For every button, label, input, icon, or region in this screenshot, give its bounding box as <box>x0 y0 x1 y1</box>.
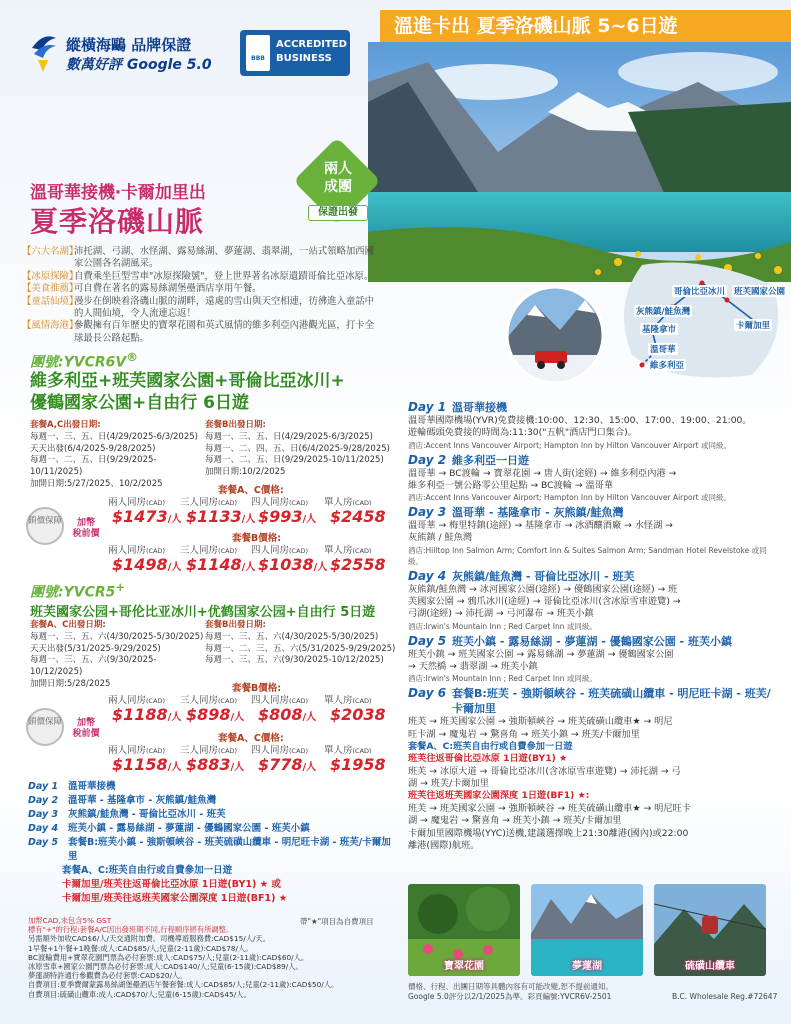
day-line: → 天然橋 → 翡翠湖 → 班芙小鎮 <box>408 660 538 672</box>
price-col-label: 單人房(CAD) <box>324 695 372 706</box>
short-day-item: Day 4 班芙小鎮 - 露易絲湖 - 夢蓮湖 - 優鶴國家公園 - 班芙小鎮 <box>28 823 310 834</box>
date-line: 加開日期:5/28/2025 <box>30 678 111 689</box>
day-title: 套餐B:班芙 - 強斯頓峽谷 - 班芙硫磺山纜車 - 明尼旺卡湖 - 班芙/卡爾加里 <box>452 687 771 716</box>
tour1-ac-dates <box>30 420 205 491</box>
hotel-line: 酒店:Accent Inns Vancouver Airport; Hampton Inn by Hilton Vancouver Airport 或同級。 <box>408 440 732 450</box>
cad-pretax-note <box>68 518 104 540</box>
price-col-label: 兩人同房(CAD) <box>108 695 166 706</box>
map-label: 哥倫比亞冰川 <box>674 287 726 297</box>
hotel-line: 酒店:Irwin's Mountain Inn ; Red Carpet Inn 或同級。 <box>408 621 597 631</box>
two-person-badge <box>311 160 365 196</box>
dates-heading: 套餐B出發日期: <box>205 420 266 430</box>
tour2-code-mark: + <box>115 580 126 594</box>
day-line: 遊輪碼頭免費接的時間為:11:30("五帆"酒店門口集合)。 <box>408 427 637 439</box>
feature-item <box>22 283 374 295</box>
moraine-lake-photo <box>531 884 643 976</box>
footer-line: 價格、行程、出團日期等具體內容有可能改變,恕不提前通知。 <box>408 982 613 991</box>
day-line: 湖 → 魔鬼岩 → 驚喜角 → 班芙小鎮 → 班芙/卡爾加里 <box>408 815 622 827</box>
price-value: $808/人 <box>258 705 317 724</box>
price-value: $883/人 <box>186 755 245 774</box>
date-line: 每週一、三、五、六(9/30/2025-10/12/2025) <box>205 655 384 666</box>
price-col-label: 三人同房(CAD) <box>180 695 238 706</box>
feature-list <box>22 246 374 345</box>
day-title: 維多利亞一日遊 <box>452 453 530 467</box>
feature-item <box>22 296 374 321</box>
map-label: 灰熊鎮/鮭魚灣 <box>636 307 691 317</box>
price-value: $2458 <box>330 507 386 526</box>
feature-item <box>22 271 374 283</box>
day-number: Day 6 <box>408 686 447 701</box>
addon-line: 稅前價 <box>72 529 100 539</box>
date-line: 加開日期:5/27/2025、10/2/2025 <box>30 478 163 489</box>
note-line: 自費項目:硫磺山纜車:成人:CAD$70/人;兒童(6-15歲):CAD$45/人。 <box>28 989 251 999</box>
tour1-code-mark: ® <box>126 350 138 364</box>
price-value: $1958 <box>330 755 386 774</box>
price-col-label: 單人房(CAD) <box>324 745 372 756</box>
day-line: 卡爾加里國際機場(YYC)送機,建議選擇晚上21:30離港(國內)或22:00 <box>408 827 689 839</box>
price-col-label: 四人同房(CAD) <box>251 545 309 556</box>
price-col-label: 三人同房(CAD) <box>180 545 238 556</box>
day-number: Day 1 <box>408 400 447 414</box>
note-line: 標有"+"的行程:套餐A/C因出發班期不同,行程順序將有所調整。 <box>28 925 234 935</box>
price-col-label: 三人同房(CAD) <box>180 745 238 756</box>
date-line: 每週一、三、五、六(4/30/2025-5/30/2025) <box>205 631 379 642</box>
day-line: 溫哥華 → 梅里特鎮(途經) → 基隆拿市 → 冰酒釀酒廠 → 水怪湖 → <box>408 520 673 532</box>
note-line: 1早餐+1午餐+1晚餐:成人:CAD$85/人;兒童(2-11歲):CAD$78/人。 <box>28 943 253 953</box>
short-day5-option: 卡爾加里/班芙往返班芙國家公園深度 1日遊(BF1) ★ <box>62 893 288 904</box>
map-label: 基隆拿市 <box>642 325 677 335</box>
map-label: 維多利亞 <box>650 361 685 371</box>
price-lock-seal-icon: 鎖價保障 <box>26 708 64 746</box>
price-col-label: 兩人同房(CAD) <box>108 497 166 508</box>
note-line: 夢蓮湖特許通行參觀費為必付套票:CAD$20/人。 <box>28 971 187 981</box>
map-label: 卡爾加里 <box>736 321 771 331</box>
day-title: 灰熊鎮/鮭魚灣 - 哥倫比亞冰川 - 班芙 <box>452 569 635 583</box>
brand-line-1: 縱橫海鷗 品牌保證 <box>66 36 192 54</box>
date-line: 每週一、三、五、六(9/30/2025-10/12/2025) <box>30 655 157 678</box>
itinerary-day <box>408 686 776 852</box>
page-title: 夏季洛磯山脈 <box>30 205 205 238</box>
feature-key: 【美食推薦】 <box>22 283 79 295</box>
feature-text: 沛托湖、弓湖、水怪湖、露易絲湖、夢蓮湖、翡翠湖，一站式領略加西國家公園各名湖風采。 <box>74 246 375 270</box>
map-label: 溫哥華 <box>650 345 676 355</box>
day-number: Day 3 <box>408 505 447 520</box>
badge-line-1: 兩人 <box>324 161 352 177</box>
date-line: 每週一、三、五、日(4/29/2025-6/3/2025) <box>30 431 198 442</box>
day6-ac-heading: 套餐A、C:班芙自由行或自費參加一日遊 <box>408 740 573 752</box>
short-day-item: Day 2 溫哥華 - 基隆拿市 - 灰熊鎮/鮭魚灣 <box>28 795 217 806</box>
short-day-item: Day 5 套餐B:班芙小鎮 - 強斯頓峽谷 - 班芙硫磺山纜車 - 明尼旺卡湖 - 班芙/卡爾加里 <box>28 837 391 862</box>
hotel-line: 酒店:Accent Inns Vancouver Airport; Hampton Inn by Hilton Vancouver Airport 或同級。 <box>408 493 732 503</box>
price-col-label: 三人同房(CAD) <box>180 497 238 508</box>
date-line: 每週一、二、五、日(9/29/2025-10/11/2025) <box>30 455 157 478</box>
date-line: 天天出發(6/4/2025-9/28/2025) <box>30 443 156 454</box>
note-line: BC渡輪費用+寶翠花園門票為必付套票:成人:CAD$75/人;兒童(2-11歲):CAD$60/人。 <box>28 952 309 962</box>
hotel-line: 酒店:Hilltop Inn Salmon Arm; Comfort Inn & Suites Salmon Arm; Sandman Hotel Revelstoke 或同級。 <box>408 545 767 566</box>
badge-line-2: 成團 <box>324 179 352 195</box>
day-line: 芙國家公園 → 鴉爪冰川(途經) → 哥倫比亞冰川(含冰原雪車遊覽) → <box>408 596 681 608</box>
gondola-photo <box>654 884 766 976</box>
tour2-day-list <box>28 780 398 906</box>
guaranteed-departure-badge: 保證出發 <box>308 205 368 221</box>
tour1-b-dates <box>205 420 405 479</box>
itinerary-day <box>408 400 776 451</box>
day6-by1-heading: 班芙往返哥倫比亞冰原 1日遊(BY1) ★ <box>408 753 568 765</box>
short-day5-ac: 套餐A、C:班芙自由行或自費參加一日遊 <box>62 865 233 876</box>
route-map <box>502 255 791 385</box>
day-line: 維多利亞一號公路零公里起點 → BC渡輪 → 溫哥華 <box>408 479 614 491</box>
feature-item <box>22 320 374 345</box>
tour1-code <box>30 350 138 372</box>
day6-bf1-heading: 班芙往返班芙國家公園深度 1日遊(BF1) ★: <box>408 790 590 802</box>
day-line: 溫哥華 → BC渡輪 → 寶翠花園 → 唐人街(途經) → 維多利亞內港 → <box>408 467 677 479</box>
brand-line-2: 數萬好評 Google 5.0 <box>66 57 212 73</box>
price-value: $898/人 <box>186 705 245 724</box>
day-line: 溫哥華國際機場(YVR)免費接機:10:00、12:30、15:00、17:00、19:00、21:00。 <box>408 415 752 426</box>
price-col-label: 單人房(CAD) <box>324 497 372 508</box>
note-line: 加幣CAD,未包含5% GST <box>28 916 112 925</box>
tour2-price-ac-heading: 套餐A、C價格: <box>218 733 284 744</box>
lake-louise-photo <box>368 42 791 282</box>
bbb-line-2: BUSINESS <box>276 53 332 64</box>
day-line: 班芙 → 班芙國家公園 → 強斯頓峽谷 → 班芙硫磺山纜車★ → 明尼 <box>408 716 673 728</box>
day-number: Day 2 <box>408 452 447 467</box>
itinerary-day <box>408 569 776 632</box>
price-value: $1148/人 <box>186 555 256 574</box>
day-line: 弓湖(途經) → 沛托湖 → 弓河瀑布 → 班芙小鎮 <box>408 608 594 620</box>
feature-key: 【六大名湖】 <box>22 246 79 257</box>
tour2-b-dates <box>205 620 405 667</box>
day-line: 灰熊鎮/鮭魚灣 → 冰河國家公園(途經) → 優鶴國家公園(途經) → 班 <box>408 583 678 595</box>
day-number: Day 4 <box>408 568 447 583</box>
itinerary-day <box>408 634 776 685</box>
date-line: 每週一、三、五、六(4/30/2025-5/30/2025) <box>30 631 204 642</box>
feature-text: 可自費在著名的露易絲湖堡壘酒店享用午餐。 <box>74 283 262 295</box>
addon-line: 加幣 <box>76 518 95 528</box>
date-line: 每週一、二、三、五、六(5/31/2025-9/29/2025) <box>205 643 396 654</box>
feature-key: 【童話仙境】 <box>22 295 79 307</box>
thumb-caption: 硫磺山纜車 <box>685 961 735 972</box>
feature-text: 漫步在倒映着洛磯山脈的湖畔，遠處的雪山與天空相連，彷彿進入童話中的人間仙境，令人流連忘返！ <box>74 295 375 320</box>
dates-heading: 套餐A、C出發日期: <box>30 620 106 630</box>
tour2-price-b-heading: 套餐B價格: <box>232 683 282 694</box>
date-line: 每週一、三、五、日(4/29/2025-6/3/2025) <box>205 431 373 442</box>
feature-key: 【風情海港】 <box>22 320 79 332</box>
tour2-code-text: 團號:YVCR5 <box>30 584 116 601</box>
footer-notes <box>408 982 613 1002</box>
price-value: $1038/人 <box>258 555 328 574</box>
hotel-line: 酒店:Irwin's Mountain Inn ; Red Carpet Inn 或同級。 <box>408 674 597 684</box>
price-value: $2558 <box>330 555 386 574</box>
note-line: 自費項目:夏季費爾蒙露易絲湖堡壘酒店午餐套餐:成人:CAD$85/人;兒童(2-11歲):CAD$50/人。 <box>28 980 339 990</box>
dates-heading: 套餐A,C出發日期: <box>30 420 101 430</box>
date-line: 加開日期:10/2/2025 <box>205 467 286 478</box>
addon-line: 加幣 <box>76 718 95 728</box>
day-line: 班芙 → 冰原大道 → 哥倫比亞冰川(含冰原雪車遊覽) → 沛托湖 → 弓 <box>408 765 681 777</box>
day-title: 溫哥華接機 <box>452 401 508 414</box>
price-value: $1473/人 <box>112 507 182 526</box>
feature-text: 參觀擁有百年歷史的寶翠花園和英式風情的維多利亞內港觀光區，打卡全球最長公路起點。 <box>74 320 375 344</box>
day-title: 班芙小鎮 - 露易絲湖 - 夢蓮湖 - 優鶴國家公園 - 班芙小鎮 <box>452 634 732 648</box>
price-notes <box>28 916 398 999</box>
page-header-title: 溫進卡出 夏季洛磯山脈 5~6日遊 <box>380 10 791 42</box>
note-line: 另需額外加收CAD$6/人/天交通附加費。司機導遊服務費:CAD$15/人/天。 <box>28 934 271 944</box>
itinerary-day <box>408 453 776 504</box>
day-line: 離港(國際)航班。 <box>408 839 480 851</box>
price-col-label: 四人同房(CAD) <box>251 745 309 756</box>
price-value: $1498/人 <box>112 555 182 574</box>
day-line: 湖 → 班芙/卡爾加里 <box>408 778 489 790</box>
itinerary <box>408 400 776 854</box>
map-label: 班芙國家公園 <box>734 287 786 297</box>
price-value: $1158/人 <box>112 755 182 774</box>
feature-text: 自費乘坐巨型雪車"冰原探險號"，登上世界著名冰原遺蹟哥倫比亞冰原。 <box>74 270 374 282</box>
price-value: $993/人 <box>258 507 317 526</box>
tour1-route-line-1: 維多利亞+班芙國家公園+哥倫比亞冰川+ <box>30 371 345 391</box>
short-day5-option: 卡爾加里/班芙往返哥倫比亞冰原 1日遊(BY1) ★ 或 <box>62 879 281 890</box>
dates-heading: 套餐B出發日期: <box>205 620 266 630</box>
day-line: 灰熊鎮 / 鮭魚灣 <box>408 532 473 544</box>
tour2-ac-dates <box>30 620 205 691</box>
price-value: $2038 <box>330 705 386 724</box>
footer-line: Google 5.0評分以2/1/2025為準。彩頁編號:YVCR6V-2501 <box>408 992 612 1001</box>
date-line: 天天出發(5/31/2025-9/29/2025) <box>30 643 161 654</box>
registration-number: B.C. Wholesale Reg.#72647 <box>672 992 778 1001</box>
short-day-item: Day 3 灰熊鎮/鮭魚灣 - 哥倫比亞冰川 - 班芙 <box>28 809 226 820</box>
date-line: 每週一、二、五、日(9/29/2025-10/11/2025) <box>205 455 384 466</box>
price-lock-seal-icon: 鎖價保障 <box>26 507 64 545</box>
thumb-caption: 寶翠花園 <box>444 961 484 972</box>
tour1-price-ac-heading: 套餐A、C價格: <box>218 485 284 496</box>
price-col-label: 四人同房(CAD) <box>251 497 309 508</box>
butchart-gardens-photo <box>408 884 520 976</box>
bbb-line-1: ACCREDITED <box>276 39 347 50</box>
price-col-label: 兩人同房(CAD) <box>108 545 166 556</box>
bbb-accredited-badge <box>240 30 350 76</box>
thumb-caption: 夢蓮湖 <box>572 961 602 972</box>
title-subtitle: 溫哥華接機‧卡爾加里出 <box>30 183 206 203</box>
date-line: 每週一、二、四、五、日(6/4/2025-9/28/2025) <box>205 443 390 454</box>
price-col-label: 四人同房(CAD) <box>251 695 309 706</box>
price-col-label: 兩人同房(CAD) <box>108 745 166 756</box>
tour2-route: 班芙國家公园+哥伦比亚冰川+优鹤国家公园+自由行 5日遊 <box>30 605 376 620</box>
price-col-label: 單人房(CAD) <box>324 545 372 556</box>
bbb-seal-icon: BBB <box>246 35 270 71</box>
feature-key: 【冰原探險】 <box>22 270 79 282</box>
tour2-code <box>30 580 125 602</box>
short-day-item: Day 1 溫哥華接機 <box>28 781 116 792</box>
cad-pretax-note <box>68 718 104 740</box>
tour1-price-b-heading: 套餐B價格: <box>232 533 282 544</box>
day-number: Day 5 <box>408 633 447 648</box>
tour1-route-line-2: 優鶴國家公園+自由行 6日遊 <box>30 393 249 413</box>
day-title: 溫哥華 - 基隆拿市 - 灰熊鎮/鮭魚灣 <box>452 506 624 520</box>
day-line: 班芙小鎮 → 班芙國家公園 → 露易絲湖 → 夢蓮湖 → 優鶴國家公園 <box>408 648 674 660</box>
day-line: 旺卡湖 → 魔鬼岩 → 驚喜角 → 班芙小鎮 → 班芙/卡爾加里 <box>408 728 640 740</box>
price-value: $1188/人 <box>112 705 182 724</box>
price-value: $1133/人 <box>186 507 256 526</box>
addon-line: 稅前價 <box>72 729 100 739</box>
itinerary-day <box>408 505 776 567</box>
tour1-code-text: 團號:YVCR6V <box>30 354 127 371</box>
star-note: 帶"★"項目為自費項目 <box>300 917 374 926</box>
seagull-logo-icon <box>28 30 58 74</box>
feature-item <box>22 246 374 271</box>
day-line: 班芙 → 班芙國家公園 → 強斯頓峽谷 → 班芙硫磺山纜車★ → 明尼旺卡 <box>408 802 691 814</box>
price-value: $778/人 <box>258 755 317 774</box>
note-line: 冰原雪車+國家公園門票為必付套票:成人:CAD$140/人;兒童(6-15歲):CAD$89/人。 <box>28 962 303 972</box>
